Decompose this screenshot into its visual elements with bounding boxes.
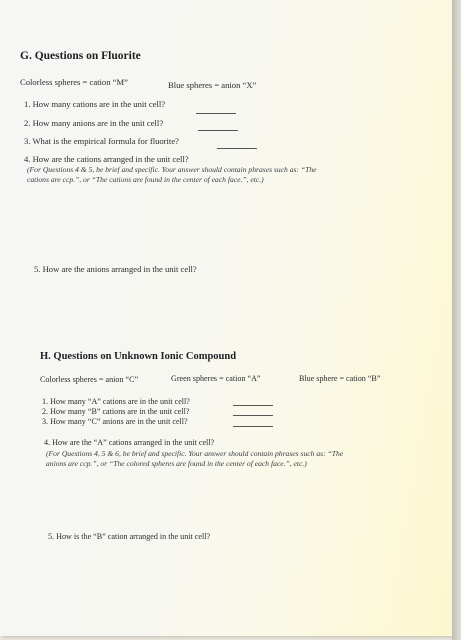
section-h-question-2: 2. How many “B” cations are in the unit cell?: [42, 407, 190, 416]
section-g-question-5: 5. How are the anions arranged in the unit cell?: [34, 264, 197, 274]
section-h-question-1: 1. How many “A” cations are in the unit cell?: [42, 397, 190, 406]
section-h-note-line-2: anions are ccp.”, or “The colored spheres are found in the center of each face.”, etc.): [46, 459, 307, 468]
section-g-legend-colorless: Colorless spheres = cation “M”: [20, 77, 128, 87]
answer-blank-h3[interactable]: [233, 426, 273, 427]
section-g-question-2: 2. How many anions are in the unit cell?: [24, 118, 164, 128]
section-g-question-1: 1. How many cations are in the unit cell?: [24, 99, 166, 109]
section-h-legend-colorless: Colorless spheres = anion “C”: [40, 375, 139, 384]
section-g-instructions-note: [27, 165, 407, 185]
answer-blank-h1[interactable]: [233, 405, 273, 406]
section-g-note-line-2: cations are ccp.”, or “The cations are found in the center of each face.”, etc.): [27, 175, 264, 184]
section-h-question-3: 3. How many “C” anions are in the unit cell?: [42, 417, 188, 426]
page-edge-shadow: [452, 0, 461, 640]
section-h-instructions-note: [46, 449, 436, 469]
section-g-note-line-1: (For Questions 4 & 5, be brief and specific. Your answer should contain phrases such as: “The: [27, 165, 317, 174]
section-h-heading: H. Questions on Unknown Ionic Compound: [40, 351, 237, 362]
section-g-question-3: 3. What is the empirical formula for fluorite?: [24, 136, 179, 146]
section-h-question-4: 4. How are the “A” cations arranged in the unit cell?: [44, 438, 215, 447]
section-h-note-line-1: (For Questions 4, 5 & 6, be brief and specific. Your answer should contain phrases such as: “The: [46, 449, 344, 458]
answer-blank-g2[interactable]: [198, 130, 238, 131]
section-g-heading: G. Questions on Fluorite: [20, 50, 141, 62]
answer-blank-g3[interactable]: [217, 148, 257, 149]
section-h-question-5: 5. How is the “B” cation arranged in the unit cell?: [48, 532, 211, 541]
section-g-legend-blue: Blue spheres = anion “X”: [168, 80, 257, 90]
answer-blank-g1[interactable]: [196, 113, 236, 114]
answer-blank-h2[interactable]: [233, 415, 273, 416]
section-h-legend-blue: Blue sphere = cation “B”: [299, 374, 381, 383]
section-h-legend-green: Green spheres = cation “A”: [171, 374, 261, 383]
section-g-question-4: 4. How are the cations arranged in the unit cell?: [24, 154, 189, 164]
